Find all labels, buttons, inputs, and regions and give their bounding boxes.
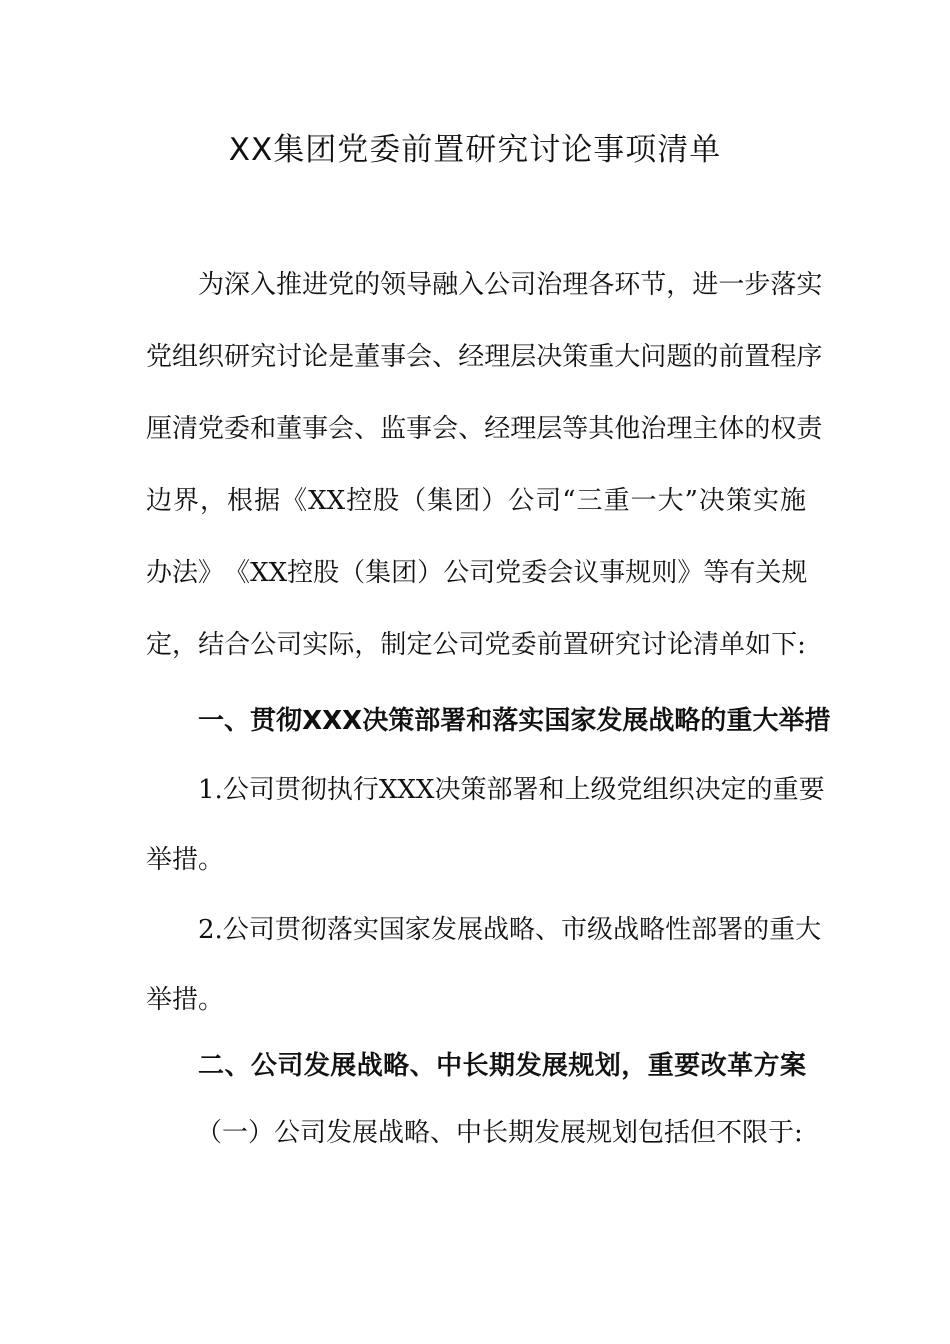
text-glyph: 经 [484,414,511,444]
text-glyph: 执 [326,775,353,805]
section-2-heading [198,1046,806,1086]
text-glyph: 的 [692,342,719,372]
text-glyph: （ [400,486,427,516]
text-glyph: 公 [222,915,249,945]
text-glyph: 中 [436,1051,463,1081]
text-glyph: 级 [587,915,614,945]
text-glyph: 决 [362,706,389,736]
text-glyph: 委 [521,558,548,588]
text-glyph: 公 [432,630,459,660]
text-glyph: 略 [508,915,535,945]
text-glyph: 略 [639,915,666,945]
text-glyph: 等 [703,558,730,588]
text-glyph: 公 [250,630,277,660]
intro-line-6 [146,625,806,665]
text-glyph: 部 [691,915,718,945]
text-glyph: ， [621,1051,648,1081]
text-glyph: 议 [573,558,600,588]
text-glyph: 事 [380,342,407,372]
text-glyph: 权 [770,414,797,444]
text-glyph: 事 [599,558,626,588]
text-glyph: 要 [798,775,825,805]
text-glyph: XXX [378,775,435,805]
text-glyph: 和 [466,706,493,736]
text-glyph: 治 [640,414,667,444]
text-glyph: 二 [198,1051,225,1081]
text-glyph: 则 [651,558,678,588]
section-1-item-2-line-2: 举措。 [146,985,225,1015]
text-glyph: 层 [510,342,537,372]
text-glyph: 步 [744,270,771,300]
text-glyph: 大 [752,706,779,736]
text-glyph: 入 [458,270,485,300]
text-glyph: ） [417,558,444,588]
text-glyph: 落 [770,270,797,300]
section-1-heading [198,701,831,741]
text-glyph: 序 [796,342,823,372]
text-glyph: 部 [414,706,441,736]
text-glyph: 展 [622,706,649,736]
text-glyph: 贯 [250,706,277,736]
text-glyph: XXX [302,706,363,736]
text-glyph: 其 [588,414,615,444]
text-glyph: 公 [484,270,511,300]
text-glyph: 司 [469,558,496,588]
text-glyph: 团 [391,558,418,588]
text-glyph: 领 [380,270,407,300]
text-glyph: 规 [625,558,652,588]
text-glyph: 深 [224,270,251,300]
text-glyph: 重 [588,342,615,372]
text-glyph: 决 [536,342,563,372]
text-glyph: 进 [302,270,329,300]
text-glyph: 1. [198,775,223,805]
text-glyph: 、 [224,1051,251,1081]
text-glyph: 》 [677,558,704,588]
text-glyph: 重 [726,706,753,736]
text-glyph: 置 [744,342,771,372]
text-glyph: 他 [614,414,641,444]
text-glyph: 司 [535,486,562,516]
intro-line-1 [198,265,823,305]
text-glyph: 实 [796,270,823,300]
text-glyph: 、 [535,915,562,945]
text-glyph: 策 [388,706,415,736]
text-glyph: 划 [594,1051,621,1081]
text-glyph: 融 [432,270,459,300]
text-glyph: 和 [538,775,565,805]
text-glyph: ， [354,630,381,660]
text-glyph: 界 [173,486,200,516]
text-glyph: 党 [328,270,355,300]
text-glyph: 论 [666,630,693,660]
text-glyph: 等 [562,414,589,444]
text-glyph: （ [339,558,366,588]
text-glyph: 彻 [276,706,303,736]
text-glyph: 发 [515,1051,542,1081]
text-glyph: 长 [462,1051,489,1081]
text-glyph: 展 [541,1051,568,1081]
text-glyph: 据 [254,486,281,516]
text-glyph: 办 [146,558,173,588]
section-2-sub-1: （一）公司发展战略、中长期发展规划包括但不限于: [196,1118,803,1148]
text-glyph: 会 [328,414,355,444]
text-glyph: 彻 [300,775,327,805]
text-glyph: 单 [719,630,746,660]
text-glyph: 重 [647,1051,674,1081]
text-glyph: 一 [198,706,225,736]
text-glyph: 的 [354,270,381,300]
text-glyph: 问 [640,342,667,372]
text-glyph: 进 [692,270,719,300]
text-glyph: 控 [287,558,314,588]
text-glyph: 规 [568,1051,595,1081]
text-glyph: 、 [432,342,459,372]
text-glyph: 展 [330,1051,357,1081]
text-glyph: 会 [406,342,433,372]
text-glyph: 、 [224,706,251,736]
text-glyph: 究 [614,630,641,660]
text-glyph: 实 [518,706,545,736]
text-glyph: 党 [616,775,643,805]
text-glyph: 《 [281,486,308,516]
text-glyph: 略 [674,706,701,736]
intro-line-3 [146,409,823,449]
text-glyph: 置 [562,630,589,660]
text-glyph: 组 [642,775,669,805]
text-glyph: 重 [769,915,796,945]
text-glyph: 节 [640,270,667,300]
text-glyph: 控 [346,486,373,516]
text-glyph: 是 [328,342,355,372]
text-glyph: 理 [562,270,589,300]
text-glyph: ） [481,486,508,516]
text-glyph: 题 [666,342,693,372]
text-glyph: 司 [510,270,537,300]
text-glyph: 监 [380,414,407,444]
text-glyph: 集 [427,486,454,516]
text-glyph: 发 [303,1051,330,1081]
text-glyph: 决 [694,775,721,805]
text-glyph: 署 [717,915,744,945]
text-glyph: 举 [778,706,805,736]
text-glyph: 大 [614,342,641,372]
text-glyph: 的 [744,414,771,444]
text-glyph: 重 [772,775,799,805]
text-glyph: 落 [326,915,353,945]
text-glyph: 主 [692,414,719,444]
text-glyph: 治 [536,270,563,300]
text-glyph: 股 [313,558,340,588]
text-glyph: 责 [796,414,823,444]
text-glyph: 案 [779,1051,806,1081]
text-glyph: 理 [484,342,511,372]
text-glyph: : [797,630,806,660]
text-glyph: 战 [648,706,675,736]
text-glyph: 经 [458,342,485,372]
text-glyph: 结 [198,630,225,660]
text-glyph: 制 [380,630,407,660]
text-glyph: 的 [700,706,727,736]
text-glyph: 组 [172,342,199,372]
text-glyph: 公 [508,486,535,516]
text-glyph: 清 [172,414,199,444]
text-glyph: 发 [596,706,623,736]
text-glyph: ， [172,630,199,660]
text-glyph: 大 [657,486,684,516]
text-glyph: 层 [536,414,563,444]
text-glyph: 署 [512,775,539,805]
text-glyph: 讨 [640,630,667,660]
text-glyph: 》 [198,558,225,588]
text-glyph: 委 [510,630,537,660]
text-glyph: 事 [406,414,433,444]
text-glyph: 期 [488,1051,515,1081]
text-glyph: 织 [668,775,695,805]
text-glyph: 委 [224,414,251,444]
section-1-item-2-line-1 [198,910,822,950]
text-glyph: 司 [248,775,275,805]
text-glyph: 定 [146,630,173,660]
text-glyph: 研 [224,342,251,372]
text-glyph: 司 [276,630,303,660]
text-glyph: 性 [665,915,692,945]
intro-line-2 [146,337,823,377]
text-glyph: 决 [434,775,461,805]
text-glyph: 国 [544,706,571,736]
text-glyph: ， [666,270,693,300]
text-glyph: 入 [250,270,277,300]
text-glyph: 会 [547,558,574,588]
text-glyph: 如 [745,630,772,660]
text-glyph: 贯 [274,915,301,945]
text-glyph: 落 [492,706,519,736]
section-1-item-1-line-1 [198,770,825,810]
text-glyph: 战 [613,915,640,945]
text-glyph: 董 [354,342,381,372]
text-glyph: 司 [277,1051,304,1081]
text-glyph: 重 [603,486,630,516]
text-glyph: 策 [460,775,487,805]
text-glyph: ” [684,486,698,516]
text-glyph: 市 [561,915,588,945]
text-glyph: 定 [720,775,747,805]
text-glyph: 法 [172,558,199,588]
text-glyph: 实 [752,486,779,516]
text-glyph: 有 [729,558,756,588]
text-glyph: 环 [614,270,641,300]
text-glyph: 施 [779,486,806,516]
text-glyph: 公 [443,558,470,588]
text-glyph: 措 [804,706,831,736]
text-glyph: 、 [409,1051,436,1081]
text-glyph: 《 [224,558,251,588]
text-glyph: 公 [222,775,249,805]
text-glyph: 党 [495,558,522,588]
text-glyph: 前 [718,342,745,372]
document-title: XX集团党委前置研究讨论事项清单 [228,132,722,168]
text-glyph: ， [200,486,227,516]
text-glyph: 理 [510,414,537,444]
intro-line-4 [146,481,806,521]
text-glyph: 2. [198,915,223,945]
text-glyph: 股 [373,486,400,516]
text-glyph: 署 [440,706,467,736]
text-glyph: 导 [406,270,433,300]
text-glyph: 董 [276,414,303,444]
text-glyph: 级 [590,775,617,805]
text-glyph: 体 [718,414,745,444]
text-glyph: 司 [458,630,485,660]
text-glyph: 国 [378,915,405,945]
text-glyph: 大 [795,915,822,945]
text-glyph: 决 [698,486,725,516]
text-glyph: 党 [146,342,173,372]
text-glyph: 程 [770,342,797,372]
text-glyph: 的 [743,915,770,945]
text-glyph: 一 [630,486,657,516]
text-glyph: 的 [746,775,773,805]
text-glyph: “ [562,486,576,516]
text-glyph: 贯 [274,775,301,805]
text-glyph: 司 [248,915,275,945]
text-glyph: 实 [352,915,379,945]
text-glyph: 厘 [146,414,173,444]
text-glyph: XX [308,486,346,516]
text-glyph: 彻 [300,915,327,945]
text-glyph: 为 [198,270,225,300]
text-glyph: 展 [456,915,483,945]
text-glyph: 下 [771,630,798,660]
text-glyph: 部 [486,775,513,805]
text-glyph: 和 [250,414,277,444]
text-glyph: 际 [328,630,355,660]
text-glyph: 究 [250,342,277,372]
text-glyph: 推 [276,270,303,300]
text-glyph: 要 [674,1051,701,1081]
text-glyph: 革 [727,1051,754,1081]
text-glyph: 战 [356,1051,383,1081]
text-glyph: 上 [564,775,591,805]
text-glyph: 理 [666,414,693,444]
text-glyph: 党 [484,630,511,660]
text-glyph: 公 [250,1051,277,1081]
text-glyph: 家 [570,706,597,736]
text-glyph: 方 [753,1051,780,1081]
text-glyph: 一 [718,270,745,300]
text-glyph: 团 [454,486,481,516]
text-glyph: 略 [383,1051,410,1081]
text-glyph: 、 [458,414,485,444]
text-glyph: 行 [352,775,379,805]
text-glyph: 定 [406,630,433,660]
text-glyph: 规 [781,558,808,588]
text-glyph: 织 [198,342,225,372]
text-glyph: 研 [588,630,615,660]
text-glyph: 论 [302,342,329,372]
text-glyph: 实 [302,630,329,660]
text-glyph: 改 [700,1051,727,1081]
text-glyph: 策 [725,486,752,516]
text-glyph: 三 [576,486,603,516]
text-glyph: 家 [404,915,431,945]
text-glyph: 边 [146,486,173,516]
text-glyph: 、 [354,414,381,444]
text-glyph: 清 [692,630,719,660]
text-glyph: 讨 [276,342,303,372]
text-glyph: 党 [198,414,225,444]
text-glyph: 前 [536,630,563,660]
text-glyph: 会 [432,414,459,444]
text-glyph: 集 [365,558,392,588]
text-glyph: 策 [562,342,589,372]
text-glyph: 关 [755,558,782,588]
text-glyph: 事 [302,414,329,444]
text-glyph: XX [250,558,288,588]
section-1-item-1-line-2: 举措。 [146,845,225,875]
text-glyph: 根 [227,486,254,516]
text-glyph: 各 [588,270,615,300]
text-glyph: 发 [430,915,457,945]
text-glyph: 合 [224,630,251,660]
text-glyph: 战 [482,915,509,945]
intro-line-5 [146,553,806,593]
